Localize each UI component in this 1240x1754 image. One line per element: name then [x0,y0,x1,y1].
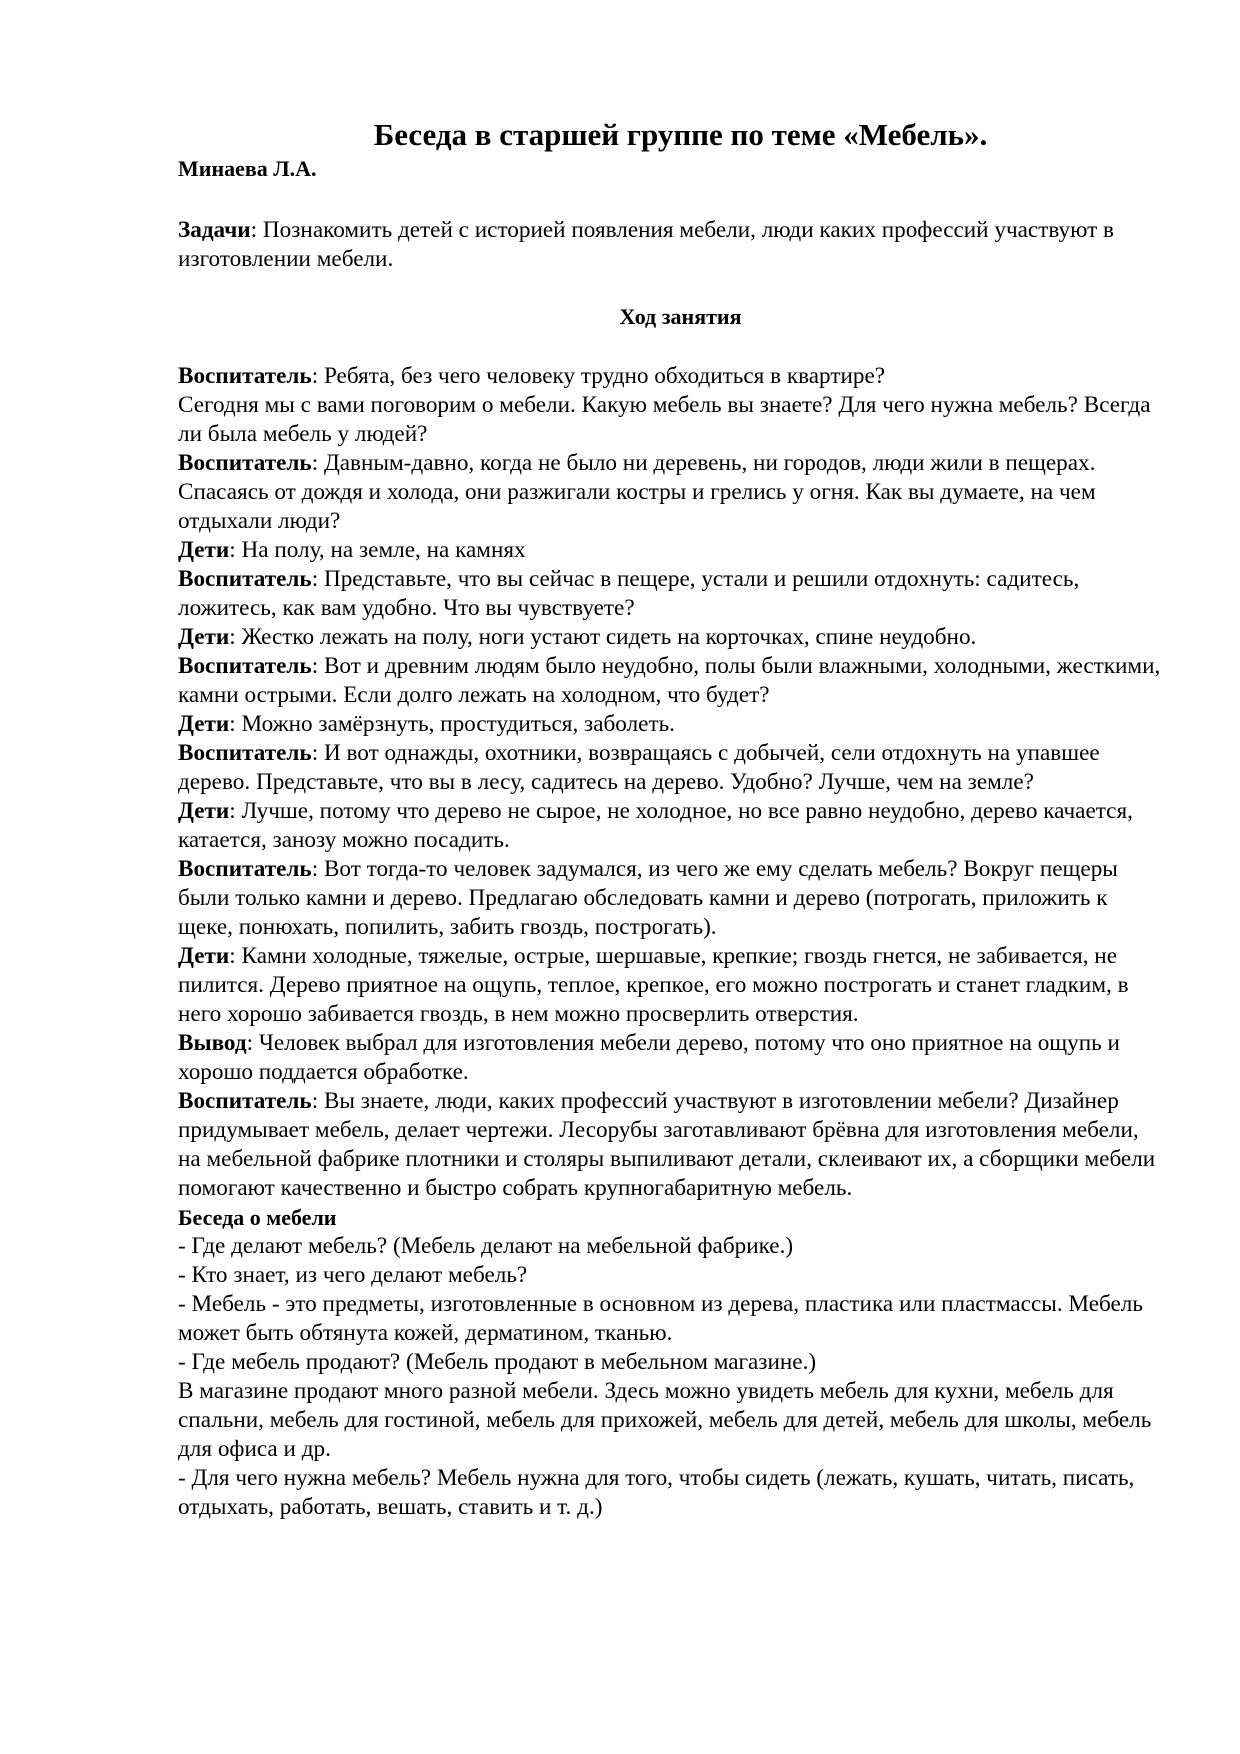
lesson-body [178,362,1163,1522]
speaker-separator: : [229,943,242,969]
dialogue-text: Представьте, что вы сейчас в пещере, устали и решили отдохнуть: садитесь, ложитесь, как вам удобно. Что вы чувствуете? [178,566,1080,621]
conversation-line: - Кто знает, из чего делают мебель? [178,1262,528,1288]
dialogue-paragraph [178,536,1163,565]
conversation-line: - Для чего нужна мебель? Мебель нужна для того, чтобы сидеть (лежать, кушать, читать, писать, отдыхать, работать, вешать, ставить и т. д.) [178,1465,1135,1520]
dialogue-paragraph [178,623,1163,652]
tasks-separator: : [250,217,263,243]
conversation-line: - Где мебель продают? (Мебель продают в мебельном магазине.) [178,1349,817,1375]
speaker-separator: : [311,363,324,389]
speaker-label: Воспитатель [178,740,312,766]
speaker-separator: : [229,798,242,824]
dialogue-text: И вот однажды, охотники, возвращаясь с добычей, сели отдохнуть на упавшее дерево. Представьте, что вы в лесу, садитесь на дерево. Удобно? Лучше, чем на земле? [178,740,1100,795]
dialogue-paragraph [178,797,1163,855]
speaker-label: Воспитатель [178,450,312,476]
speaker-separator: : [311,856,324,882]
tasks-paragraph [178,216,1163,274]
dialogue-text: Давным-давно, когда не было ни деревень, ни городов, люди жили в пещерах. Спасаясь от дождя и холода, они разжигали костры и грелись у огня. Как вы думаете, на чем отдыхали люди? [178,450,1096,534]
dialogue-paragraph [178,739,1163,797]
conversation-heading: Беседа о мебели [178,1205,337,1230]
speaker-label: Дети [178,537,230,563]
conversation-line: - Мебель - это предметы, изготовленные в основном из дерева, пластика или пластмассы. Мебель может быть обтянута кожей, дерматином, тканью. [178,1291,1143,1346]
dialogue-text: Сегодня мы с вами поговорим о мебели. Какую мебель вы знаете? Для чего нужна мебель? Всегда ли была мебель у людей? [178,392,1151,447]
dialogue-paragraph [178,855,1163,942]
document-author: Минаева Л.А. [178,156,317,181]
dialogue-paragraph [178,942,1163,1029]
dialogue-paragraph [178,362,1163,391]
dialogue-text: Камни холодные, тяжелые, острые, шершавые, крепкие; гвоздь гнется, не забивается, не пилится. Дерево приятное на ощупь, теплое, крепкое, его можно построгать и станет гладким, в него хорошо забивается гвоздь, в нем можно просверлить отверстия. [178,943,1129,1027]
speaker-label: Воспитатель [178,363,312,389]
dialogue-paragraph [178,449,1163,536]
speaker-separator: : [229,624,242,650]
dialogue-text: Вот и древним людям было неудобно, полы были влажными, холодными, жесткими, камни острыми. Если долго лежать на холодном, что будет? [178,653,1161,708]
speaker-separator: : [311,566,324,592]
dialogue-paragraph [178,1029,1163,1087]
speaker-label: Воспитатель [178,1088,312,1114]
dialogue-paragraph [178,710,1163,739]
dialogue-paragraph [178,391,1163,449]
speaker-label: Дети [178,943,230,969]
dialogue-text: Вот тогда-то человек задумался, из чего же ему сделать мебель? Вокруг пещеры были только камни и дерево. Предлагаю обследовать камни и дерево (потрогать, приложить к щеке, понюхать, попилить, забить гвоздь, построгать). [178,856,1118,940]
speaker-label: Дети [178,711,230,737]
document-title: Беседа в старшей группе по теме «Мебель». [373,117,988,152]
dialogue-text: Вы знаете, люди, каких профессий участвуют в изготовлении мебели? Дизайнер придумывает мебель, делает чертежи. Лесорубы заготавливают брёвна для изготовления мебели, на мебельной фабрике плотники и столяры выпиливают детали, склеивают их, а сборщики мебели помогают качественно и быстро собрать крупногабаритную мебель. [178,1088,1156,1201]
speaker-separator: : [311,740,324,766]
speaker-separator: : [246,1030,259,1056]
dialogue-text: Можно замёрзнуть, простудиться, заболеть. [241,711,675,737]
speaker-label: Воспитатель [178,856,312,882]
dialogue-paragraph [178,565,1163,623]
dialogue-paragraph [178,652,1163,710]
speaker-label: Дети [178,624,230,650]
document-page [178,116,1163,1522]
conversation-line: В магазине продают много разной мебели. Здесь можно увидеть мебель для кухни, мебель для спальни, мебель для гостиной, мебель для прихожей, мебель для детей, мебель для школы, мебель для офиса и др. [178,1378,1152,1462]
dialogue-text: Лучше, потому что дерево не сырое, не холодное, но все равно неудобно, дерево качается, катается, занозу можно посадить. [178,798,1133,853]
speaker-label: Вывод [178,1030,247,1056]
speaker-separator: : [229,711,242,737]
dialogue-paragraph [178,1087,1163,1203]
speaker-label: Воспитатель [178,566,312,592]
dialogue-text: На полу, на земле, на камнях [241,537,526,563]
speaker-separator: : [311,1088,324,1114]
dialogue-text: Человек выбрал для изготовления мебели дерево, потому что оно приятное на ощупь и хорошо поддается обработке. [178,1030,1120,1085]
lesson-heading: Ход занятия [619,304,742,329]
speaker-label: Воспитатель [178,653,312,679]
dialogue-text: Ребята, без чего человеку трудно обходиться в квартире? [323,363,886,389]
speaker-separator: : [311,653,324,679]
tasks-text: Познакомить детей с историей появления мебели, люди каких профессий участвуют в изготовлении мебели. [178,217,1115,272]
speaker-separator: : [229,537,242,563]
conversation-line: - Где делают мебель? (Мебель делают на мебельной фабрике.) [178,1233,794,1259]
dialogue-text: Жестко лежать на полу, ноги устают сидеть на корточках, спине неудобно. [241,624,977,650]
speaker-label: Дети [178,798,230,824]
tasks-label: Задачи [178,217,251,243]
speaker-separator: : [311,450,324,476]
